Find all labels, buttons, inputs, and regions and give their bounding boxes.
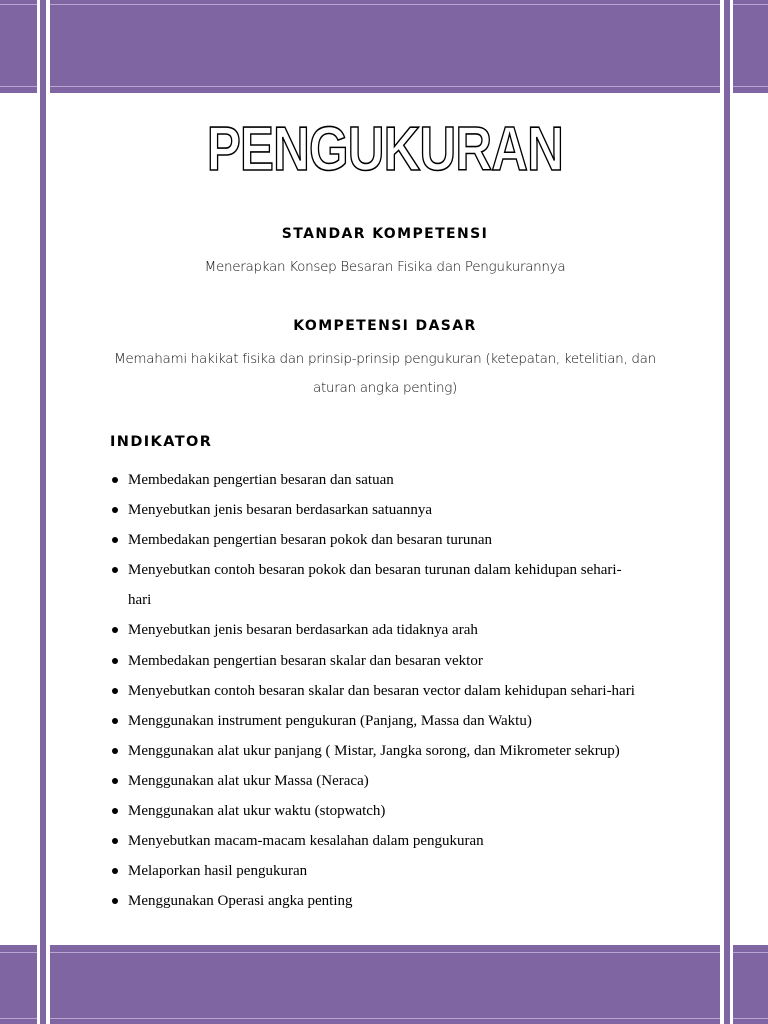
standar-text: Menerapkan Konsep Besaran Fisika dan Pengukurannya	[204, 259, 566, 275]
list-item: Menyebutkan jenis besaran berdasarkan satuannya	[110, 495, 670, 525]
bullet-icon	[112, 658, 118, 664]
document-page	[50, 93, 720, 945]
list-item: Membedakan pengertian besaran dan satuan	[110, 465, 670, 495]
bullet-icon	[112, 808, 118, 814]
bottom-rule	[0, 952, 768, 953]
list-item: Menyebutkan macam-macam kesalahan dalam pengukuran	[110, 826, 670, 856]
bullet-icon	[112, 688, 118, 694]
list-item: Menggunakan instrument pengukuran (Panjang, Massa dan Waktu)	[110, 706, 670, 736]
dasar-heading: KOMPETENSI DASAR	[293, 318, 477, 334]
bullet-icon	[112, 748, 118, 754]
list-item: Menggunakan alat ukur panjang ( Mistar, Jangka sorong, dan Mikrometer sekrup)	[110, 736, 670, 766]
bullet-icon	[112, 718, 118, 724]
bullet-icon	[112, 567, 118, 573]
dasar-text-line-2: aturan angka penting)	[313, 380, 457, 396]
bullet-icon	[112, 477, 118, 483]
bottom-banner	[0, 945, 768, 1024]
list-item: Menyebutkan contoh besaran skalar dan besaran vector dalam kehidupan sehari-hari	[110, 676, 670, 706]
list-item: Menggunakan alat ukur Massa (Neraca)	[110, 766, 670, 796]
list-item: Membedakan pengertian besaran skalar dan besaran vektor	[110, 646, 670, 676]
top-rule	[0, 86, 768, 87]
bullet-icon	[112, 627, 118, 633]
standar-heading: STANDAR KOMPETENSI	[281, 226, 489, 242]
list-item: Menggunakan Operasi angka penting	[110, 886, 670, 916]
top-banner	[0, 0, 768, 93]
bullet-icon	[112, 898, 118, 904]
bullet-icon	[112, 868, 118, 874]
list-item: Menyebutkan contoh besaran pokok dan besaran turunan dalam kehidupan sehari-	[110, 555, 670, 585]
list-item: Menyebutkan jenis besaran berdasarkan ada tidaknya arah	[110, 615, 670, 645]
bullet-icon	[112, 537, 118, 543]
bullet-icon	[112, 838, 118, 844]
list-item: Membedakan pengertian besaran pokok dan besaran turunan	[110, 525, 670, 555]
top-rule	[0, 4, 768, 5]
document-title: PENGUKURAN	[206, 115, 564, 184]
right-stripe-gap	[730, 0, 733, 1024]
bullet-icon	[112, 778, 118, 784]
list-item: Melaporkan hasil pengukuran	[110, 856, 670, 886]
bottom-rule	[0, 1018, 768, 1019]
dasar-text-line-1: Memahami hakikat fisika dan prinsip-prinsip pengukuran (ketepatan, ketelitian, dan	[114, 351, 656, 367]
list-item: Menggunakan alat ukur waktu (stopwatch)	[110, 796, 670, 826]
indikator-heading: INDIKATOR	[110, 434, 213, 450]
indikator-list	[110, 465, 670, 916]
bullet-icon	[112, 507, 118, 513]
list-item-continuation: hari	[128, 592, 152, 609]
